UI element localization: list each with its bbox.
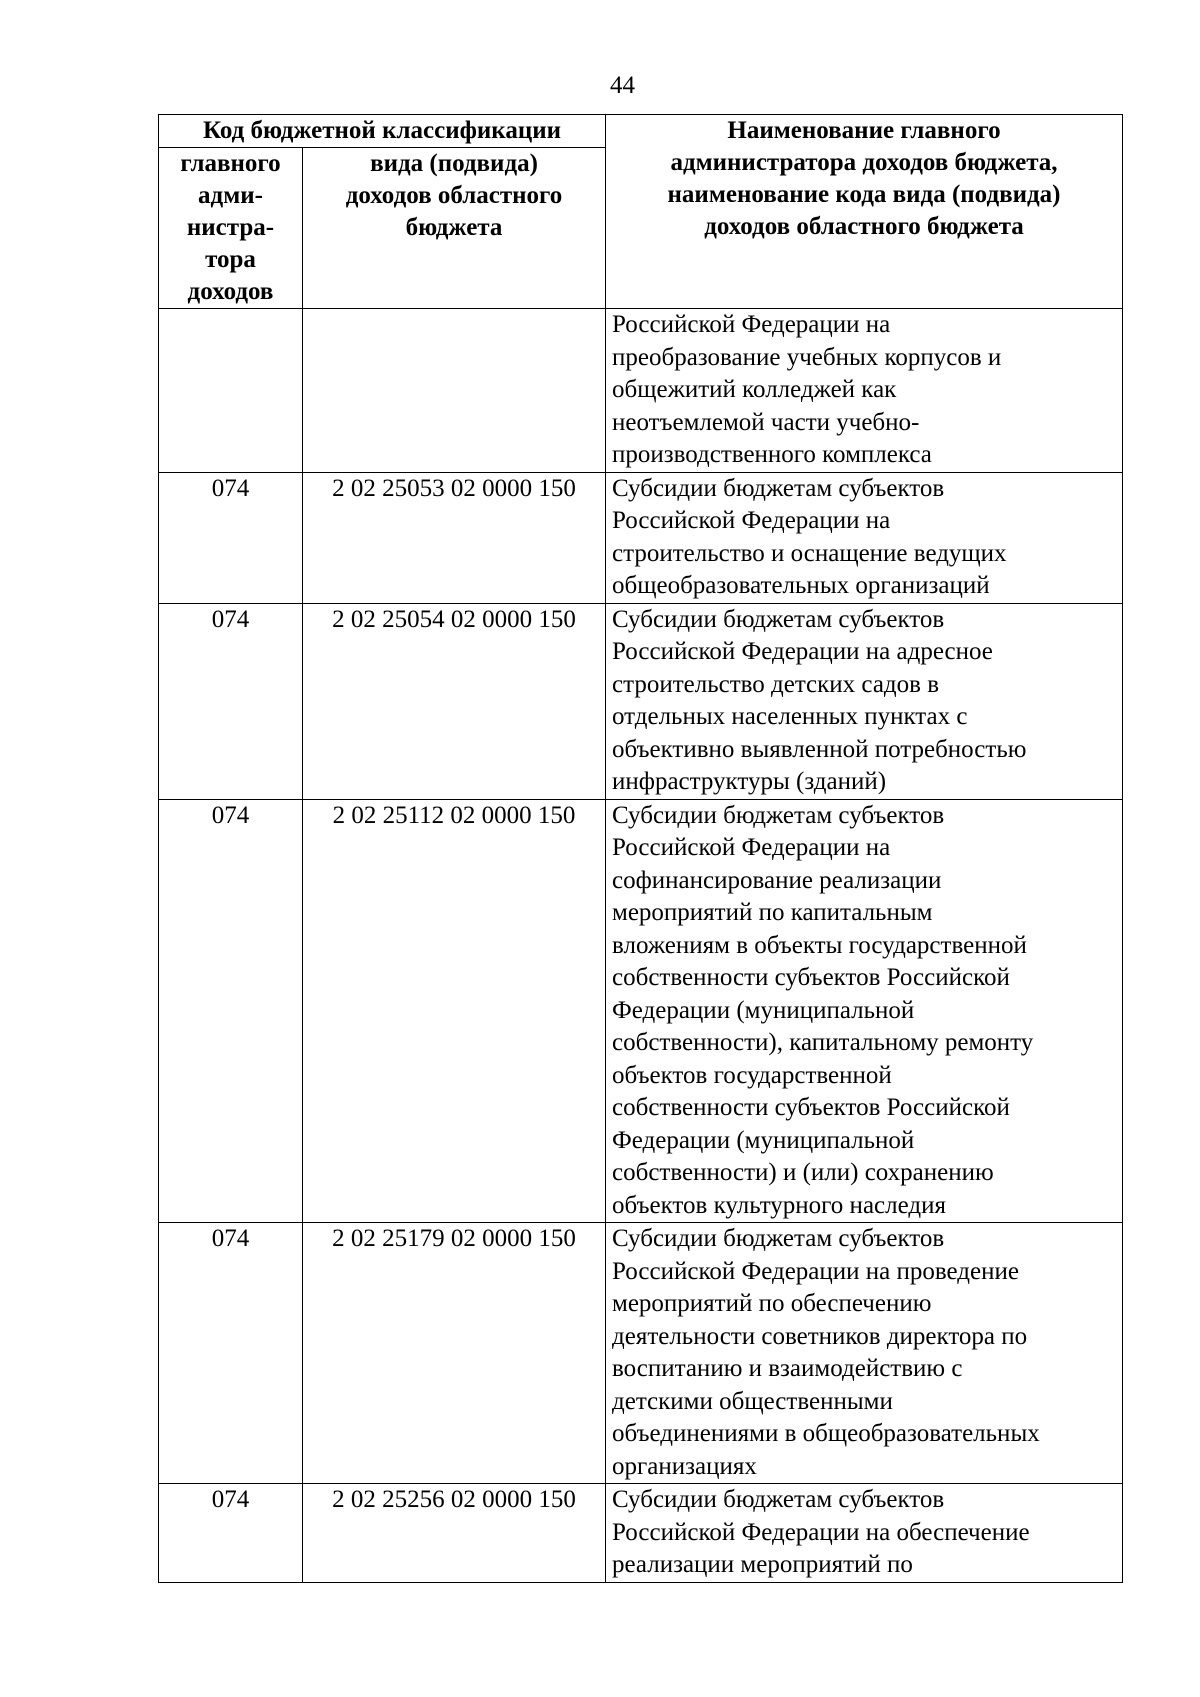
income-name-line: деятельности советников директора по <box>612 1322 1028 1350</box>
income-name-line: Российской Федерации на <box>612 507 891 534</box>
header-classification-code: Код бюджетной классификации <box>159 115 606 148</box>
income-type-code-cell: 2 02 25179 02 0000 150 <box>303 1223 606 1484</box>
header-type-line: вида (подвида) <box>370 150 538 177</box>
income-name-line: реализации мероприятий по <box>612 1551 913 1578</box>
income-name-line: строительство и оснащение ведущих <box>612 539 1007 567</box>
income-name-line: собственности) и (или) сохранению <box>612 1159 994 1186</box>
income-name-line: детскими общественными <box>612 1387 893 1415</box>
income-name-line: Субсидии бюджетам субъектов <box>612 1225 945 1252</box>
income-name-line: вложениям в объекты государственной <box>612 931 1027 959</box>
income-name-line: Российской Федерации на проведение <box>612 1257 1019 1285</box>
income-type-code-cell: 2 02 25053 02 0000 150 <box>303 472 606 603</box>
header-admin-line: доходов <box>187 278 274 305</box>
income-name-line: мероприятий по обеспечению <box>612 1290 932 1317</box>
header-admin-line: главного <box>180 150 281 177</box>
income-name-line: Субсидии бюджетам субъектов <box>612 474 945 502</box>
header-name-column <box>606 115 1123 309</box>
header-admin-line: нистра- <box>186 214 275 241</box>
income-name-line: Федерации (муниципальной <box>612 996 915 1024</box>
header-type-line: бюджета <box>405 214 503 241</box>
income-name-line: собственности), капитальному ремонту <box>612 1029 1034 1056</box>
admin-code-cell: 074 <box>159 1484 303 1583</box>
income-name-line: Российской Федерации на адресное <box>612 638 993 665</box>
income-name-line: Российской Федерации на <box>612 311 891 338</box>
table-header <box>159 115 1123 309</box>
header-admin-line: тора <box>205 246 256 273</box>
income-name-line: Российской Федерации на <box>612 834 891 861</box>
income-name-line: общеобразовательных организаций <box>612 572 990 599</box>
income-type-code-cell <box>303 309 606 473</box>
table-body <box>159 309 1123 1583</box>
admin-code-cell: 074 <box>159 603 303 799</box>
income-name-line: объектов государственной <box>612 1061 892 1089</box>
header-admin-line: адми- <box>198 182 263 209</box>
income-name-line: инфраструктуры (зданий) <box>612 768 887 795</box>
income-name-line: мероприятий по капитальным <box>612 899 933 926</box>
table-row <box>159 603 1123 799</box>
header-type-line: доходов областного <box>345 182 563 209</box>
income-name-line: софинансирование реализации <box>612 866 942 894</box>
table-row <box>159 1223 1123 1484</box>
header-name-line: наименование кода вида (подвида) <box>667 181 1061 208</box>
table-row <box>159 799 1123 1223</box>
income-name-cell <box>606 603 1123 799</box>
income-name-line: воспитанию и взаимодействию с <box>612 1355 963 1382</box>
table-row <box>159 309 1123 473</box>
income-name-line: преобразование учебных корпусов и <box>612 343 1002 371</box>
admin-code-cell <box>159 309 303 473</box>
income-name-line: неотъемлемой части учебно- <box>612 408 920 436</box>
income-type-code-cell: 2 02 25112 02 0000 150 <box>303 799 606 1223</box>
income-name-line: объектов культурного наследия <box>612 1191 946 1219</box>
income-type-code-cell: 2 02 25256 02 0000 150 <box>303 1484 606 1583</box>
income-name-line: Субсидии бюджетам субъектов <box>612 1486 945 1513</box>
admin-code-cell: 074 <box>159 472 303 603</box>
income-name-line: Субсидии бюджетам субъектов <box>612 801 945 829</box>
income-name-line: общежитий колледжей как <box>612 376 897 403</box>
income-type-code-cell: 2 02 25054 02 0000 150 <box>303 603 606 799</box>
header-admin-column <box>159 148 303 309</box>
income-name-cell <box>606 1484 1123 1583</box>
page-number: 44 <box>610 72 635 99</box>
income-name-cell <box>606 1223 1123 1484</box>
income-name-line: строительство детских садов в <box>612 670 940 698</box>
income-name-line: Федерации (муниципальной <box>612 1126 915 1154</box>
income-name-line: отдельных населенных пунктах с <box>612 703 968 730</box>
income-name-line: объединениями в общеобразовательных <box>612 1420 1040 1447</box>
admin-code-cell: 074 <box>159 799 303 1223</box>
admin-code-cell: 074 <box>159 1223 303 1484</box>
income-name-cell <box>606 309 1123 473</box>
income-name-line: собственности субъектов Российской <box>612 1094 1010 1121</box>
income-name-line: Российской Федерации на обеспечение <box>612 1518 1030 1546</box>
income-name-cell <box>606 799 1123 1223</box>
income-name-line: объективно выявленной потребностью <box>612 735 1027 763</box>
income-name-line: производственного комплекса <box>612 441 932 468</box>
header-type-column <box>303 148 606 309</box>
income-name-cell <box>606 472 1123 603</box>
header-name-line: администратора доходов бюджета, <box>670 149 1058 176</box>
header-name-line: доходов областного бюджета <box>704 213 1024 240</box>
income-name-line: организациях <box>612 1452 757 1480</box>
income-name-line: Субсидии бюджетам субъектов <box>612 605 945 633</box>
income-name-line: собственности субъектов Российской <box>612 964 1010 991</box>
budget-classification-table <box>158 114 1123 1583</box>
table-row <box>159 472 1123 603</box>
table-row <box>159 1484 1123 1583</box>
header-name-line: Наименование главного <box>727 117 1001 144</box>
